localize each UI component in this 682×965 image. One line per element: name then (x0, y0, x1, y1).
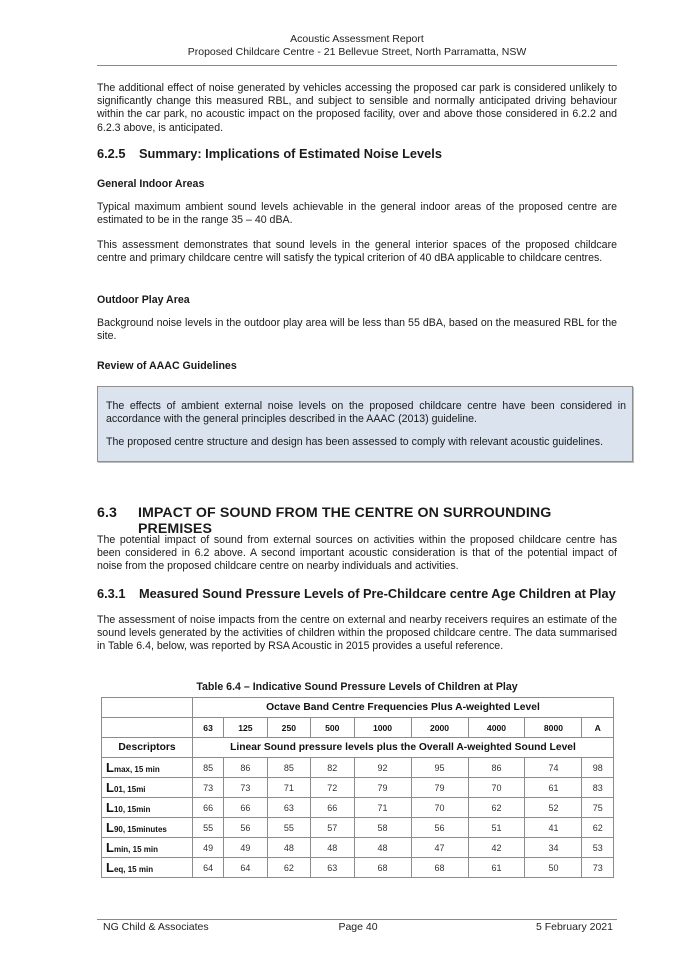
section-63-para: The potential impact of sound from external sources on activities within the proposed childcare centre has been considered in 6.2 above. A second important acoustic consideration is that of the potential impact of noise from the proposed childcare centre on nearby individuals and activities. (97, 534, 617, 573)
section-63-heading (97, 505, 617, 537)
aaac-callout-box (97, 386, 633, 462)
freq-header: A (582, 718, 614, 738)
footer-page-number: Page 40 (338, 921, 378, 933)
value-cell: 64 (224, 858, 267, 878)
value-cell: 50 (525, 858, 582, 878)
aaac-review-heading: Review of AAAC Guidelines (97, 360, 237, 372)
descriptor-symbol: L (106, 760, 114, 775)
value-cell: 55 (267, 818, 310, 838)
value-cell: 85 (193, 758, 224, 778)
descriptor-symbol: L (106, 860, 114, 875)
value-cell: 66 (224, 798, 267, 818)
value-cell: 62 (267, 858, 310, 878)
empty-cell (102, 698, 193, 718)
table-frequency-row (102, 718, 614, 738)
value-cell: 61 (468, 858, 525, 878)
sound-levels-table (101, 697, 614, 878)
value-cell: 86 (224, 758, 267, 778)
value-cell: 95 (411, 758, 468, 778)
value-cell: 51 (468, 818, 525, 838)
value-cell: 52 (525, 798, 582, 818)
value-cell: 70 (468, 778, 525, 798)
descriptor-cell (102, 818, 193, 838)
table-row (102, 798, 614, 818)
freq-header: 63 (193, 718, 224, 738)
section-title: Summary: Implications of Estimated Noise Levels (139, 146, 442, 161)
value-cell: 63 (311, 858, 354, 878)
section-number: 6.2.5 (97, 146, 126, 161)
value-cell: 70 (411, 798, 468, 818)
value-cell: 56 (224, 818, 267, 838)
table-subheader-row (102, 738, 614, 758)
descriptor-subscript: max, 15 min (113, 765, 160, 774)
document-page (97, 0, 626, 875)
descriptor-cell (102, 778, 193, 798)
freq-header: 2000 (411, 718, 468, 738)
descriptor-subscript: min, 15 min (113, 845, 158, 854)
value-cell: 72 (311, 778, 354, 798)
table-block (97, 681, 617, 878)
empty-cell (102, 718, 193, 738)
callout-para1: The effects of ambient external noise levels on the proposed childcare centre have been considered in accordance with the general principles described in the AAAC (2013) guideline. (106, 400, 626, 426)
footer-date: 5 February 2021 (535, 921, 613, 933)
outdoor-play-para: Background noise levels in the outdoor play area will be less than 55 dBA, based on the measured RBL for the site. (97, 317, 617, 343)
table-row (102, 858, 614, 878)
value-cell: 57 (311, 818, 354, 838)
descriptor-symbol: L (106, 840, 114, 855)
footer-divider (97, 919, 617, 920)
value-cell: 68 (411, 858, 468, 878)
descriptor-cell (102, 858, 193, 878)
table-row (102, 818, 614, 838)
value-cell: 55 (193, 818, 224, 838)
value-cell: 68 (354, 858, 411, 878)
value-cell: 73 (224, 778, 267, 798)
outdoor-play-heading: Outdoor Play Area (97, 294, 190, 306)
descriptor-subscript: 10, 15min (113, 805, 151, 814)
descriptor-symbol: L (106, 820, 114, 835)
value-cell: 62 (582, 818, 614, 838)
header-title: Acoustic Assessment Report (290, 33, 424, 45)
table-row (102, 838, 614, 858)
value-cell: 82 (311, 758, 354, 778)
value-cell: 71 (354, 798, 411, 818)
value-cell: 53 (582, 838, 614, 858)
value-cell: 41 (525, 818, 582, 838)
value-cell: 48 (267, 838, 310, 858)
page-footer (103, 921, 613, 933)
value-cell: 79 (354, 778, 411, 798)
descriptors-header: Descriptors (102, 738, 193, 758)
section-625-heading (97, 146, 617, 161)
section-number: 6.3 (97, 505, 118, 521)
value-cell: 49 (224, 838, 267, 858)
section-number: 6.3.1 (97, 586, 126, 601)
value-cell: 66 (193, 798, 224, 818)
freq-header: 8000 (525, 718, 582, 738)
table-row (102, 778, 614, 798)
value-cell: 34 (525, 838, 582, 858)
value-cell: 98 (582, 758, 614, 778)
section-631-para: The assessment of noise impacts from the centre on external and nearby receivers requires an estimate of the sound levels generated by the activities of children within the proposed childcare centre. The data summarised in Table 6.4, below, was reported by RSA Acoustic in 2015 provides a useful reference. (97, 614, 617, 653)
freq-header: 250 (267, 718, 310, 738)
sub-header: Linear Sound pressure levels plus the Overall A-weighted Sound Level (193, 738, 614, 758)
value-cell: 63 (267, 798, 310, 818)
page-header (97, 0, 617, 59)
value-cell: 73 (582, 858, 614, 878)
value-cell: 64 (193, 858, 224, 878)
descriptor-cell (102, 758, 193, 778)
group-header: Octave Band Centre Frequencies Plus A-weighted Level (193, 698, 614, 718)
header-divider (97, 65, 617, 66)
table-group-header-row (102, 698, 614, 718)
value-cell: 71 (267, 778, 310, 798)
value-cell: 49 (193, 838, 224, 858)
value-cell: 66 (311, 798, 354, 818)
section-title: Measured Sound Pressure Levels of Pre-Childcare centre Age Children at Play (139, 586, 616, 601)
descriptor-subscript: 90, 15minutes (113, 825, 167, 834)
general-indoor-para1: Typical maximum ambient sound levels achievable in the general indoor areas of the proposed centre are estimated to be in the range 35 – 40 dBA. (97, 201, 617, 227)
header-subtitle: Proposed Childcare Centre - 21 Bellevue Street, North Parramatta, NSW (187, 46, 527, 58)
value-cell: 48 (311, 838, 354, 858)
value-cell: 74 (525, 758, 582, 778)
freq-header: 1000 (354, 718, 411, 738)
value-cell: 47 (411, 838, 468, 858)
descriptor-symbol: L (106, 780, 114, 795)
general-indoor-heading: General Indoor Areas (97, 178, 205, 190)
freq-header: 125 (224, 718, 267, 738)
value-cell: 92 (354, 758, 411, 778)
value-cell: 75 (582, 798, 614, 818)
value-cell: 83 (582, 778, 614, 798)
table-body (102, 758, 614, 878)
value-cell: 61 (525, 778, 582, 798)
value-cell: 58 (354, 818, 411, 838)
value-cell: 62 (468, 798, 525, 818)
intro-paragraph: The additional effect of noise generated by vehicles accessing the proposed car park is considered unlikely to significantly change this measured RBL, and subject to sensible and normally anticipated driving behaviour within the car park, no acoustic impact on the proposed facility, over and above those considered in 6.2.2 and 6.2.3 above, is anticipated. (97, 82, 617, 134)
section-title: IMPACT OF SOUND FROM THE CENTRE ON SURROUNDING PREMISES (137, 505, 552, 537)
descriptor-cell (102, 798, 193, 818)
value-cell: 42 (468, 838, 525, 858)
descriptor-subscript: 01, 15mi (113, 785, 146, 794)
section-631-heading (97, 586, 617, 601)
callout-para2: The proposed centre structure and design has been assessed to comply with relevant acoustic guidelines. (106, 436, 604, 449)
descriptor-subscript: eq, 15 min (113, 865, 154, 874)
value-cell: 79 (411, 778, 468, 798)
value-cell: 56 (411, 818, 468, 838)
table-caption: Table 6.4 – Indicative Sound Pressure Levels of Children at Play (196, 681, 518, 693)
value-cell: 85 (267, 758, 310, 778)
descriptor-symbol: L (106, 800, 114, 815)
descriptor-cell (102, 838, 193, 858)
footer-company: NG Child & Associates (103, 921, 209, 933)
value-cell: 86 (468, 758, 525, 778)
value-cell: 73 (193, 778, 224, 798)
freq-header: 4000 (468, 718, 525, 738)
table-row (102, 758, 614, 778)
freq-header: 500 (311, 718, 354, 738)
general-indoor-para2: This assessment demonstrates that sound levels in the general interior spaces of the proposed childcare centre and primary childcare centre will satisfy the typical criterion of 40 dBA applicable to childcare centres. (97, 239, 617, 265)
value-cell: 48 (354, 838, 411, 858)
